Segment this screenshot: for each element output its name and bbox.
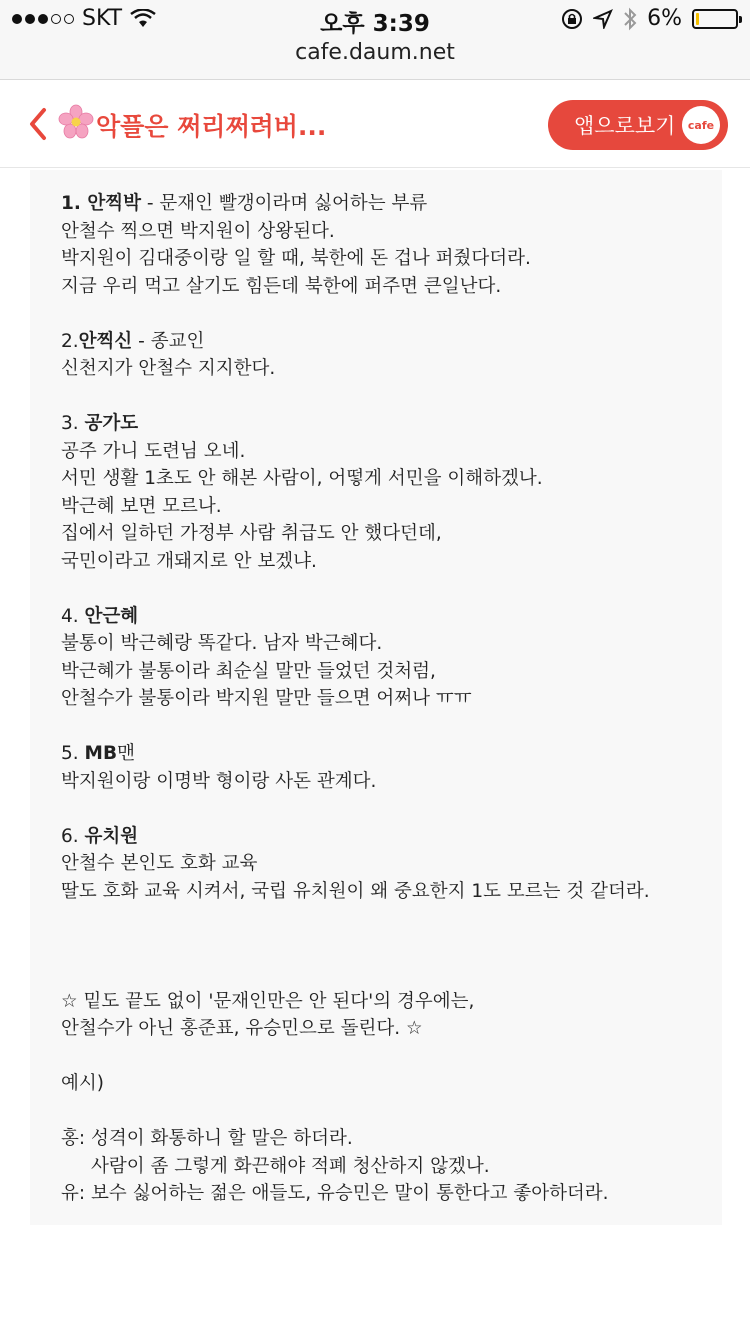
text-line: 불통이 박근혜랑 똑같다. 남자 박근혜다. bbox=[61, 633, 383, 654]
url-bar[interactable]: cafe.daum.net bbox=[295, 40, 455, 65]
text-line: 박근혜 보면 모르나. bbox=[61, 495, 222, 517]
text-line: 안철수가 불통이라 박지원 말만 들으면 어쩌나 ㅠㅠ bbox=[61, 688, 472, 709]
section-3-title: 3. 공가도 bbox=[61, 413, 139, 434]
example-heading: 예시) bbox=[61, 1073, 104, 1094]
text-line: 집에서 일하던 가정부 사람 취급도 안 했다던데, bbox=[61, 523, 442, 544]
cafe-title[interactable]: 악플은 쩌리쩌려버... bbox=[96, 112, 327, 141]
flower-icon bbox=[58, 104, 94, 140]
battery-percent: 6% bbox=[647, 6, 682, 31]
section-4-title: 4. 안근혜 bbox=[61, 605, 139, 627]
text-line: 딸도 호화 교육 시켜서, 국립 유치원이 왜 중요한지 1도 모르는 것 같더라. bbox=[61, 880, 650, 902]
example-line: 홍: 성격이 화통하니 할 말은 하더라. bbox=[61, 1128, 353, 1149]
status-bar bbox=[0, 0, 750, 40]
location-arrow-icon bbox=[593, 9, 613, 29]
note-line: 안철수가 아닌 홍준표, 유승민으로 돌린다. ☆ bbox=[61, 1018, 423, 1039]
section-5-title: 5. MB맨 bbox=[61, 743, 135, 764]
text-line: 신천지가 안철수 지지한다. bbox=[61, 358, 276, 379]
open-in-app-label: 앱으로보기 bbox=[574, 114, 676, 138]
carrier-label: SKT bbox=[82, 6, 123, 31]
post-body bbox=[30, 170, 722, 1225]
section-2-title: 2.안찍신 - 종교인 bbox=[61, 330, 205, 352]
text-line: 박지원이 김대중이랑 일 할 때, 북한에 돈 겁나 퍼줬다더라. bbox=[61, 248, 531, 269]
post-text bbox=[61, 190, 711, 1208]
text-line: 박지원이랑 이명박 형이랑 사돈 관계다. bbox=[61, 770, 377, 792]
back-chevron-icon[interactable] bbox=[22, 104, 54, 144]
text-line: 안철수 찍으면 박지원이 상왕된다. bbox=[61, 220, 335, 242]
text-line: 안철수 본인도 호화 교육 bbox=[61, 853, 258, 874]
bluetooth-icon bbox=[623, 7, 637, 31]
text-line: 박근혜가 불통이라 최순실 말만 들었던 것처럼, bbox=[61, 660, 436, 682]
text-line: 지금 우리 먹고 살기도 힘든데 북한에 퍼주면 큰일난다. bbox=[61, 275, 502, 297]
example-line: 유: 보수 싫어하는 젊은 애들도, 유승민은 말이 통한다고 좋아하더라. bbox=[61, 1183, 609, 1204]
rotation-lock-icon bbox=[561, 8, 583, 30]
section-6-title: 6. 유치원 bbox=[61, 825, 139, 847]
note-line: ☆ 밑도 끝도 없이 '문재인만은 안 된다'의 경우에는, bbox=[61, 990, 475, 1012]
text-line: 서민 생활 1초도 안 해본 사람이, 어떻게 서민을 이해하겠나. bbox=[61, 468, 543, 489]
cafe-header bbox=[0, 80, 750, 168]
open-in-app-button[interactable] bbox=[548, 100, 728, 150]
cafe-logo-icon: cafe bbox=[682, 106, 720, 144]
example-line: 사람이 좀 그렇게 화끈해야 적폐 청산하지 않겠나. bbox=[91, 1155, 490, 1177]
section-1-title: 1. 안찍박 - 문재인 빨갱이라며 싫어하는 부류 bbox=[61, 193, 428, 214]
text-line: 공주 가니 도련님 오네. bbox=[61, 440, 246, 462]
battery-icon bbox=[692, 9, 738, 29]
text-line: 국민이라고 개돼지로 안 보겠냐. bbox=[61, 550, 317, 572]
clock: 오후 3:39 bbox=[320, 11, 430, 37]
browser-chrome bbox=[0, 0, 750, 80]
